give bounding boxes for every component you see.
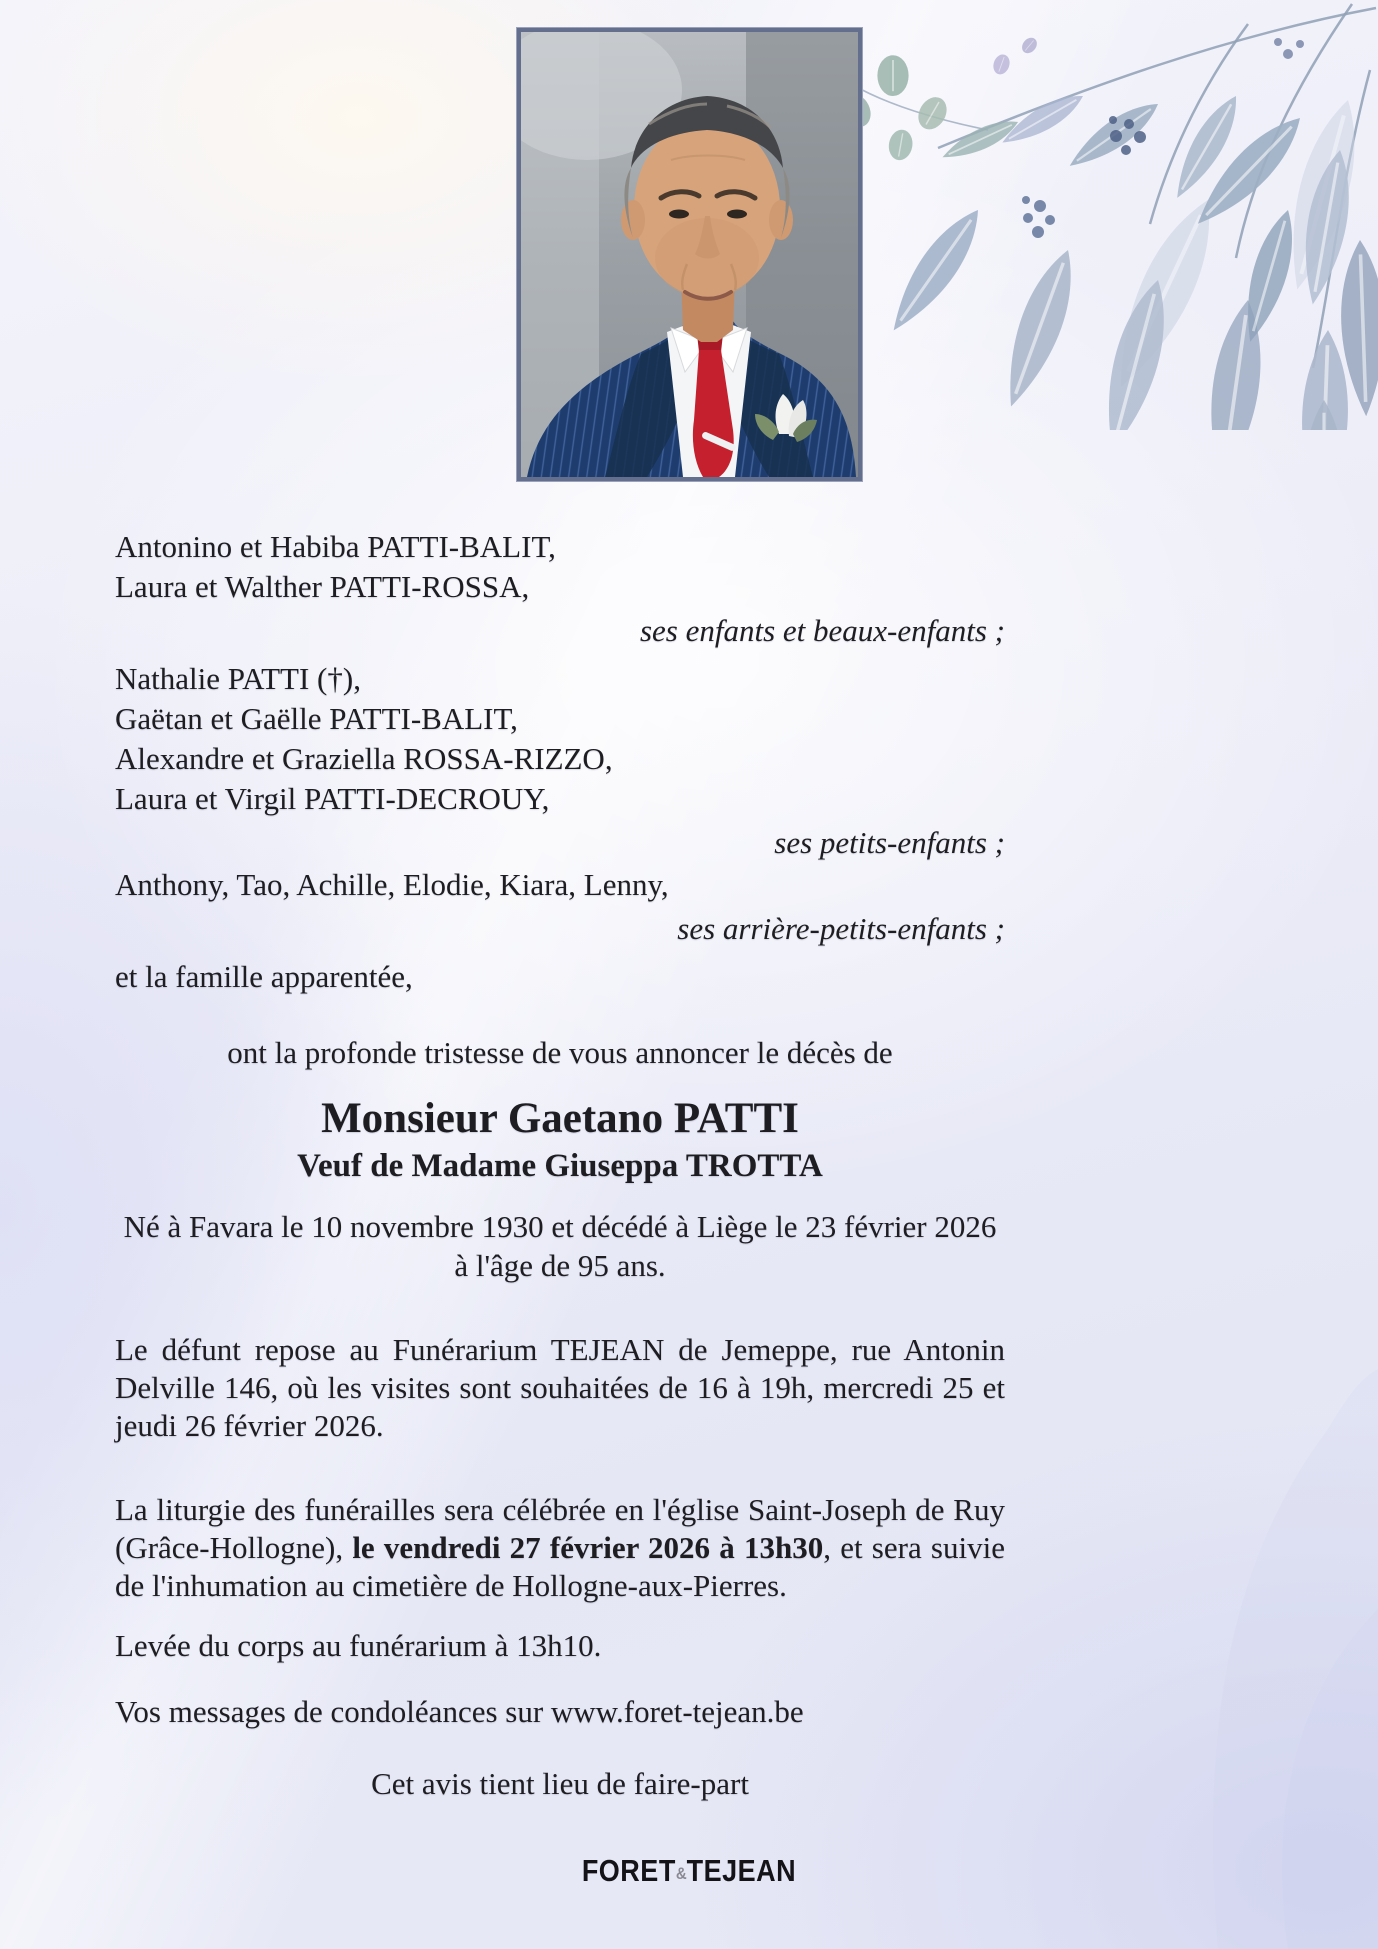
logo-text-foret: FORET [581, 1854, 676, 1888]
funeral-home-footer [0, 1856, 1378, 1887]
deceased-name-heading: Monsieur Gaetano PATTI [321, 1095, 799, 1142]
notice-line: Cet avis tient lieu de faire-part [371, 1766, 749, 1801]
family-name-line: Alexandre et Graziella ROSSA-RIZZO, [115, 741, 613, 776]
family-name-line: Laura et Walther PATTI-ROSSA, [115, 569, 530, 604]
children-relation-label: ses enfants et beaux-enfants ; [639, 613, 1005, 648]
condolences-line: Vos messages de condoléances sur www.foret-tejean.be [115, 1694, 804, 1729]
funeral-home-logo [582, 1854, 796, 1889]
liturgy-text-part1: La liturgie des funérailles sera célébrée en l'église Saint-Joseph de Ruy (Grâce-Hollogne), [115, 1492, 1005, 1565]
berry-cluster [1274, 38, 1304, 59]
extended-family-line: et la famille apparentée, [115, 959, 413, 994]
deceased-portrait-photo [517, 28, 862, 481]
liturgy-date-bold: le vendredi 27 février 2026 à 13h30 [352, 1530, 824, 1565]
logo-text-tejean: TEJEAN [686, 1854, 797, 1888]
announcement-text-column [115, 527, 1005, 1803]
announcement-sentence: ont la profonde tristesse de vous annoncer le décès de [227, 1035, 893, 1070]
great-grandchildren-relation-label: ses arrière-petits-enfants ; [677, 911, 1005, 946]
liturgy-text-part2: , et sera suivie de l'inhumation au cimetière de Hollogne-aux-Pierres. [115, 1530, 1005, 1603]
great-grandchildren-names-line: Anthony, Tao, Achille, Elodie, Kiara, Lenny, [115, 867, 669, 902]
deceased-subtitle-heading: Veuf de Madame Giuseppa TROTTA [297, 1148, 823, 1184]
family-name-line: Antonino et Habiba PATTI-BALIT, [115, 529, 556, 564]
repose-paragraph: Le défunt repose au Funérarium TEJEAN de Jemeppe, rue Antonin Delville 146, où les visites sont souhaitées de 16 à 19h, mercredi 25 et jeudi 26 février 2026. [115, 1332, 1005, 1443]
life-dates-line1: Né à Favara le 10 novembre 1930 et décédé à Liège le 23 février 2026 [123, 1209, 997, 1244]
children-names-group [115, 527, 1005, 607]
logo-ampersand: & [675, 1864, 687, 1884]
portrait-illustration [521, 32, 858, 477]
life-dates-line2: à l'âge de 95 ans. [454, 1248, 666, 1283]
liturgy-paragraph [115, 1491, 1005, 1605]
grandchildren-names-group [115, 659, 1005, 819]
family-name-line: Gaëtan et Gaëlle PATTI-BALIT, [115, 701, 518, 736]
berry-cluster [1022, 196, 1055, 238]
life-dates-block [115, 1207, 1005, 1285]
levee-line: Levée du corps au funérarium à 13h10. [115, 1628, 602, 1663]
family-name-line: Laura et Virgil PATTI-DECROUY, [115, 781, 550, 816]
family-name-line: Nathalie PATTI (†), [115, 661, 361, 696]
grandchildren-relation-label: ses petits-enfants ; [774, 825, 1005, 860]
